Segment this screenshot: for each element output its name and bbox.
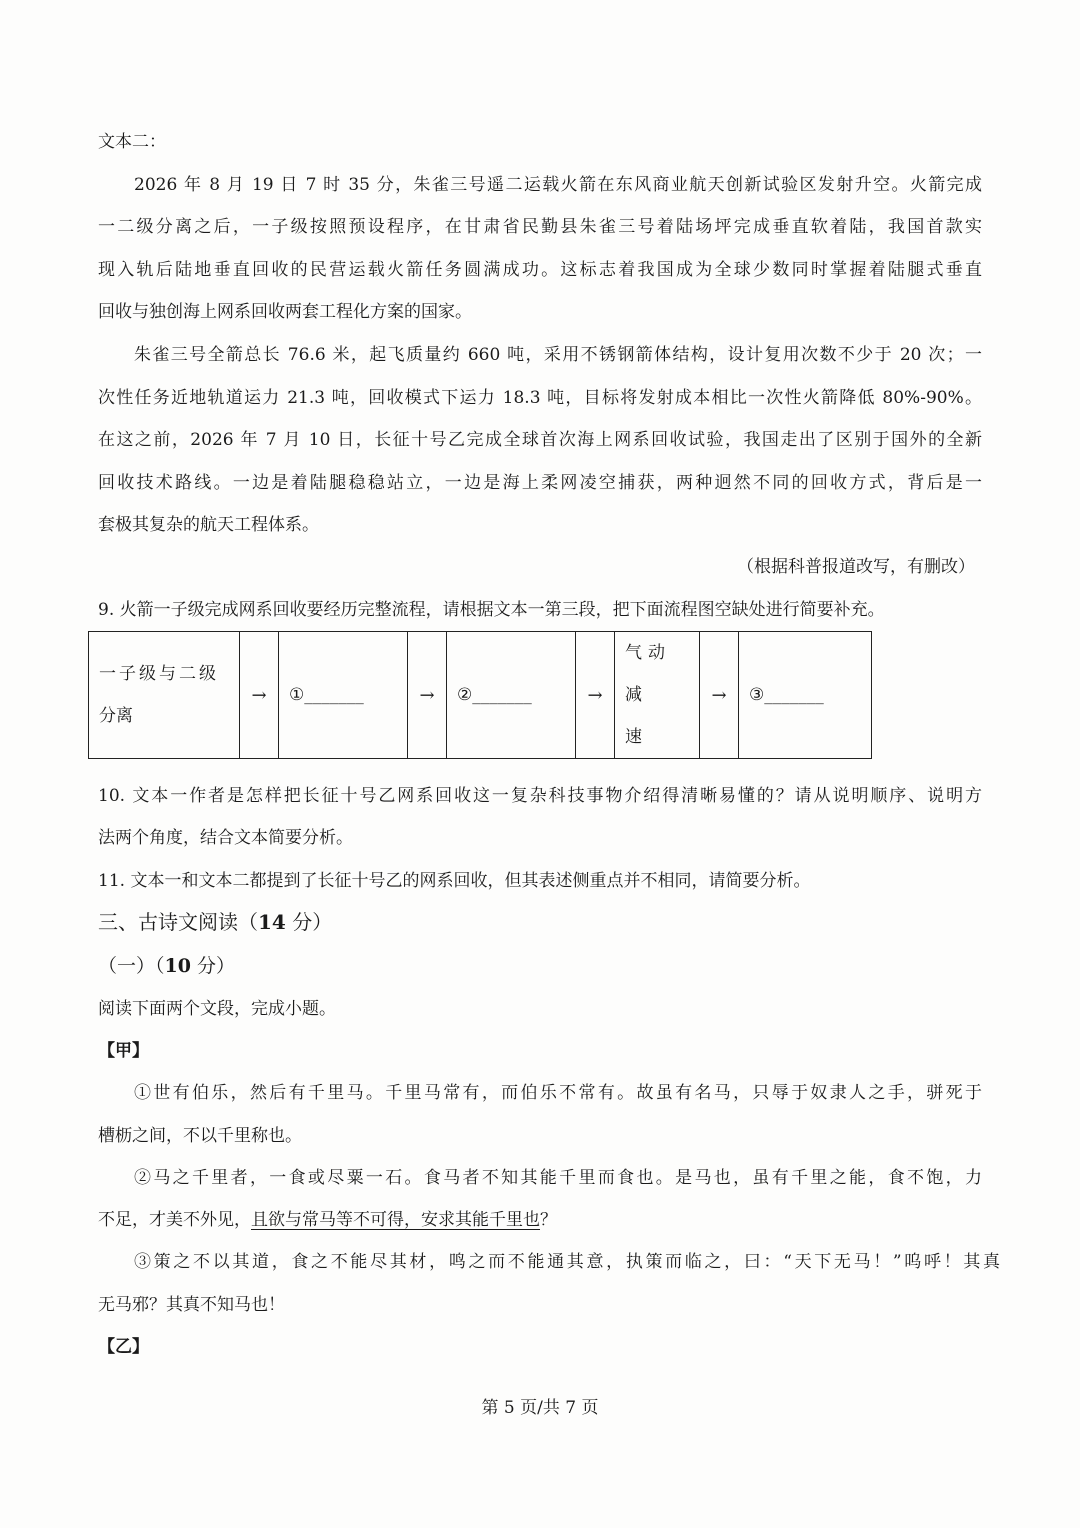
jia-para1-line2: 槽枥之间，不以千里称也。 <box>98 1126 302 1146</box>
flow-arrow-4: → <box>700 632 739 759</box>
text2-p1-line1: 2026 年 8 月 19 日 7 时 35 分，朱雀三号遥二运载火箭在东风商业航天创新试验区发射升空。火箭完成 <box>134 175 982 195</box>
page-footer: 第 5 页/共 7 页 <box>481 1398 599 1418</box>
flow-step-4-line1: 气动减 <box>625 643 671 705</box>
question-9: 9. 火箭一子级完成网系回收要经历完整流程，请根据文本一第三段，把下面流程图空缺处进行简要补充。 <box>98 600 885 620</box>
jia-para2-line2-a: 不足，才美不外见， <box>98 1210 251 1230</box>
flow-arrow-1: → <box>240 632 279 759</box>
text2-p2-line2: 次性任务近地轨道运力 21.3 吨，回收模式下运力 18.3 吨，目标将发射成本相比一次性火箭降低 80%-90%。 <box>98 388 982 408</box>
passage-jia-label: 【甲】 <box>98 1041 149 1061</box>
text2-p2-line3: 在这之前，2026 年 7 月 10 日，长征十号乙完成全球首次海上网系回收试验，我国走出了区别于国外的全新 <box>98 430 982 450</box>
underlined-sentence: 且欲与常马等不可得，安求其能千里也 <box>251 1210 540 1230</box>
section-3-title-a: 三、古诗文阅读（ <box>98 910 258 934</box>
text2-p2-line5: 套极其复杂的航天工程体系。 <box>98 515 319 535</box>
flow-arrow-2: → <box>408 632 447 759</box>
jia-para2-line2-b: ？ <box>540 1210 557 1230</box>
subsection-1-title-b: 分） <box>190 955 236 977</box>
jia-para3-line2: 无马邪？其真不知马也！ <box>98 1295 285 1315</box>
reading-instruction: 阅读下面两个文段，完成小题。 <box>98 999 336 1019</box>
text2-p1-line2: 一二级分离之后，一子级按照预设程序，在甘肃省民勤县朱雀三号着陆场坪完成垂直软着陆，我国首款实 <box>98 217 982 237</box>
section-3-title-b: 分） <box>285 910 333 934</box>
flow-step-5 <box>739 632 872 759</box>
flow-step-2 <box>279 632 408 759</box>
flow-step-1 <box>89 632 240 759</box>
text2-source: （根据科普报道改写，有删改） <box>737 557 975 577</box>
flow-step-1-line2: 分离 <box>99 706 133 726</box>
flow-step-1-line1: 一子级与二级 <box>99 664 219 684</box>
passage-yi-label: 【乙】 <box>98 1337 149 1357</box>
question-11: 11. 文本一和文本二都提到了长征十号乙的网系回收，但其表述侧重点并不相同，请简要分析。 <box>98 871 811 891</box>
flow-step-3 <box>447 632 576 759</box>
flow-blank-1[interactable]: ①_______ <box>289 685 364 705</box>
subsection-1-score: 10 <box>164 955 191 977</box>
text2-p1-line3: 现入轨后陆地垂直回收的民营运载火箭任务圆满成功。这标志着我国成为全球少数同时掌握着陆腿式垂直 <box>98 260 982 280</box>
question-10-line2: 法两个角度，结合文本简要分析。 <box>98 828 353 848</box>
text2-heading: 文本二： <box>98 132 166 152</box>
jia-para3-line1: ③策之不以其道，食之不能尽其材，鸣之而不能通其意，执策而临之，曰：“天下无马！”呜呼！其真 <box>134 1252 1000 1272</box>
text2-p2-line4: 回收技术路线。一边是着陆腿稳稳站立，一边是海上柔网凌空捕获，两种迥然不同的回收方式，背后是一 <box>98 473 982 493</box>
question-10-line1: 10. 文本一作者是怎样把长征十号乙网系回收这一复杂科技事物介绍得清晰易懂的？请从说明顺序、说明方 <box>98 786 982 806</box>
flow-step-4 <box>615 632 700 759</box>
jia-para2-line2 <box>98 1208 557 1232</box>
jia-para1-line1: ①世有伯乐，然后有千里马。千里马常有，而伯乐不常有。故虽有名马，只辱于奴隶人之手，骈死于 <box>134 1083 982 1103</box>
subsection-1-title-a: （一）（ <box>98 955 165 977</box>
jia-para2-line1: ②马之千里者，一食或尽粟一石。食马者不知其能千里而食也。是马也，虽有千里之能，食不饱，力 <box>134 1168 982 1188</box>
flow-step-4-line2: 速 <box>625 727 642 747</box>
flow-blank-3[interactable]: ③_______ <box>749 685 824 705</box>
text2-p1-line4: 回收与独创海上网系回收两套工程化方案的国家。 <box>98 302 472 322</box>
flowchart <box>88 631 872 759</box>
flow-arrow-3: → <box>576 632 615 759</box>
text2-p2-line1: 朱雀三号全箭总长 76.6 米，起飞质量约 660 吨，采用不锈钢箭体结构，设计复用次数不少于 20 次；一 <box>134 345 982 365</box>
subsection-1-title <box>98 954 235 978</box>
flow-blank-2[interactable]: ②_______ <box>457 685 532 705</box>
section-3-score: 14 <box>258 910 286 934</box>
section-3-title <box>98 910 332 934</box>
